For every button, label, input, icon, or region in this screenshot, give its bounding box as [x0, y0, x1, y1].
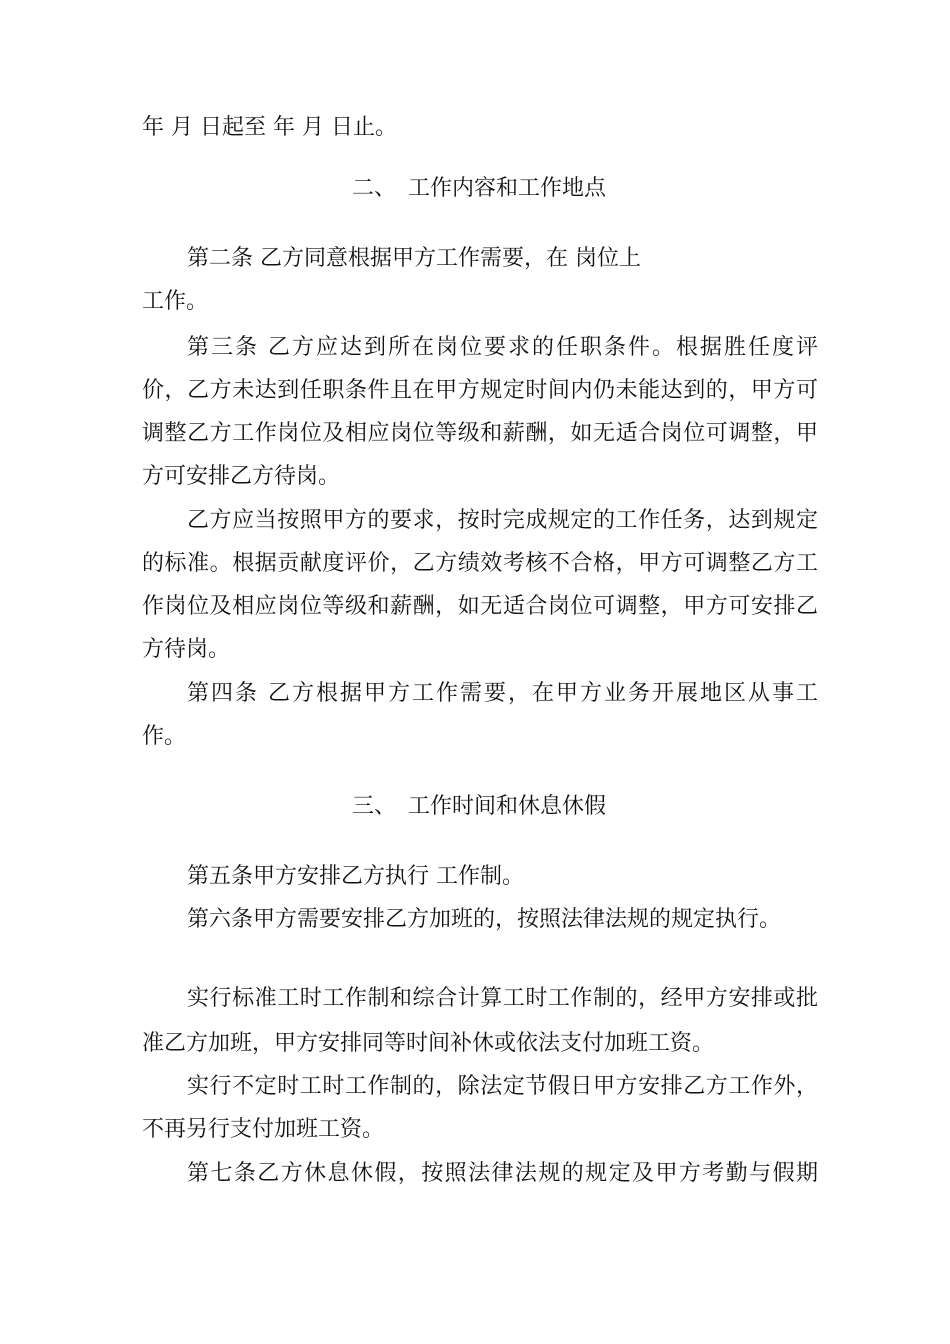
text-line: 第六条甲方需要安排乙方加班的，按照法律法规的规定执行。	[187, 907, 782, 932]
text-line: 价，乙方未达到任职条件且在甲方规定时间内仍未能达到的，甲方可	[142, 378, 818, 403]
section-number: 二、	[352, 176, 397, 201]
text-line: 准乙方加班，甲方安排同等时间补休或依法支付加班工资。	[142, 1031, 715, 1056]
section-number: 三、	[352, 794, 397, 819]
text-line: 年 月 日起至 年 月 日止。	[142, 115, 397, 140]
text-line: 的标准。根据贡献度评价，乙方绩效考核不合格，甲方可调整乙方工	[142, 551, 818, 576]
text-line: 实行标准工时工作制和综合计算工时工作制的，经甲方安排或批	[187, 986, 818, 1011]
section-heading	[352, 174, 606, 204]
text-line: 调整乙方工作岗位及相应岗位等级和薪酬，如无适合岗位可调整，甲	[142, 421, 818, 446]
text-line: 方待岗。	[142, 637, 231, 662]
section-title: 工作内容和工作地点	[408, 176, 607, 201]
text-line: 第四条 乙方根据甲方工作需要，在甲方业务开展地区从事工	[187, 681, 818, 706]
text-line: 第七条乙方休息休假，按照法律法规的规定及甲方考勤与假期	[187, 1161, 818, 1186]
text-line: 第二条 乙方同意根据甲方工作需要，在 岗位上	[187, 246, 641, 271]
text-line: 方可安排乙方待岗。	[142, 464, 341, 489]
text-line: 作岗位及相应岗位等级和薪酬，如无适合岗位可调整，甲方可安排乙	[142, 594, 818, 619]
section-heading	[352, 792, 606, 822]
text-line: 作。	[142, 724, 187, 749]
section-title: 工作时间和休息休假	[408, 794, 607, 819]
text-line: 实行不定时工时工作制的，除法定节假日甲方安排乙方工作外，	[187, 1074, 818, 1099]
text-line: 第五条甲方安排乙方执行 工作制。	[187, 864, 524, 889]
text-line: 工作。	[142, 289, 209, 314]
text-line: 第三条 乙方应达到所在岗位要求的任职条件。根据胜任度评	[187, 335, 818, 360]
text-line: 不再另行支付加班工资。	[142, 1117, 385, 1142]
text-line: 乙方应当按照甲方的要求，按时完成规定的工作任务，达到规定	[187, 508, 818, 533]
